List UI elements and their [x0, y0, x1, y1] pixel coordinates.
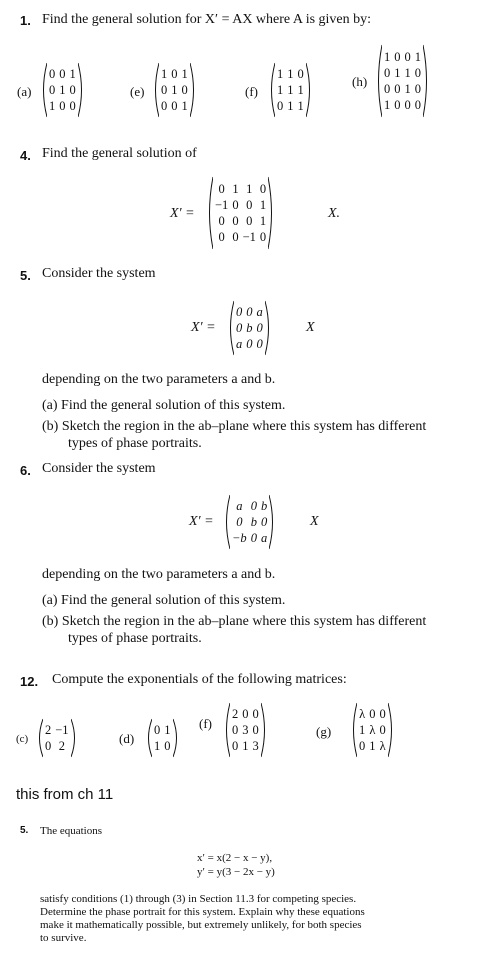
left-paren — [268, 62, 275, 118]
problem-6-number: 6. — [20, 463, 31, 478]
matrix-cell: 0 — [246, 337, 253, 351]
matrix-cell: 1 — [297, 83, 304, 97]
left-paren — [40, 62, 47, 118]
matrix-cell: 0 — [232, 230, 239, 244]
matrix-6 — [223, 494, 276, 550]
matrix-cell: 0 — [246, 214, 253, 228]
matrix-cell: 0 — [164, 739, 171, 753]
matrix-cell: 0 — [252, 723, 259, 737]
problem-5-part-b: (b) Sketch the region in the ab–plane where this system has different — [42, 419, 427, 434]
matrix-cell: 0 — [45, 739, 52, 753]
matrix-cell: 0 — [404, 50, 411, 64]
right-paren — [265, 300, 272, 356]
matrix-cell: 3 — [242, 723, 249, 737]
right-paren — [423, 44, 430, 118]
left-paren — [227, 300, 234, 356]
matrix-cell: 0 — [414, 82, 421, 96]
matrix-cell: 0 — [259, 230, 267, 244]
left-paren — [145, 718, 152, 758]
matrix-cell: 0 — [161, 99, 168, 113]
matrix-cell: 0 — [181, 83, 188, 97]
problem-6-text: Consider the system — [42, 461, 156, 476]
matrix-cell: 1 — [164, 723, 171, 737]
left-paren — [223, 494, 230, 550]
matrix-cell: 0 — [218, 182, 225, 196]
right-paren — [71, 718, 78, 758]
matrix-cell: λ — [379, 739, 386, 753]
right-paren — [173, 718, 180, 758]
matrix-cell: 1 — [277, 83, 284, 97]
matrix-grid — [234, 304, 265, 352]
right-paren — [388, 702, 395, 758]
matrix-cell: 1 — [181, 67, 188, 81]
problem-4-lhs: X′ = — [170, 206, 195, 221]
matrix-cell: 0 — [394, 98, 401, 112]
right-paren — [268, 176, 275, 250]
problem-6-lhs: X′ = — [189, 514, 214, 529]
matrix-cell: a — [236, 499, 243, 513]
problem-6-part-b: (b) Sketch the region in the ab–plane where this system has different — [42, 614, 427, 629]
matrix-cell: 1 — [154, 739, 161, 753]
matrix-4 — [206, 176, 275, 250]
problem-6-part-a: (a) Find the general solution of this system. — [42, 593, 286, 608]
matrix-grid — [43, 722, 71, 754]
matrix-cell: 0 — [232, 739, 239, 753]
matrix-cell: 0 — [171, 67, 178, 81]
matrix-cell: 0 — [384, 82, 391, 96]
matrix-cell: 0 — [242, 707, 249, 721]
matrix-cell: 0 — [297, 67, 304, 81]
matrix-cell: b — [260, 499, 268, 513]
matrix-cell: 0 — [69, 99, 76, 113]
matrix-1h — [375, 44, 430, 118]
problem-4-rhs: X. — [328, 206, 341, 221]
matrix-grid — [275, 66, 306, 114]
problem-4-text: Find the general solution of — [42, 146, 197, 161]
right-paren — [190, 62, 197, 118]
matrix-cell: 1 — [287, 83, 294, 97]
problem-6-part-b-cont: types of phase portraits. — [68, 631, 202, 646]
matrix-cell: −b — [232, 531, 247, 545]
matrix-cell: 1 — [49, 99, 56, 113]
matrix-grid — [382, 49, 423, 113]
matrix-cell: 0 — [154, 723, 161, 737]
problem-5-number: 5. — [20, 268, 31, 283]
problem-12-number: 12. — [20, 674, 39, 689]
matrix-cell: −1 — [55, 723, 69, 737]
matrix-12f — [223, 702, 268, 758]
matrix-cell: 1 — [69, 67, 76, 81]
matrix-cell: 1 — [259, 198, 267, 212]
matrix-cell: 0 — [394, 50, 401, 64]
matrix-cell: 1 — [287, 67, 294, 81]
matrix-cell: 1 — [181, 99, 188, 113]
ch11-para-line-4: to survive. — [40, 932, 87, 944]
matrix-cell: 0 — [59, 67, 66, 81]
right-paren — [261, 702, 268, 758]
matrix-cell: 0 — [69, 83, 76, 97]
ch11-problem-text: The equations — [40, 825, 103, 837]
left-paren — [375, 44, 382, 118]
matrix-cell: 0 — [250, 499, 257, 513]
left-paren — [152, 62, 159, 118]
matrix-cell: 0 — [246, 305, 253, 319]
matrix-cell: −1 — [215, 198, 229, 212]
matrix-1e — [152, 62, 197, 118]
left-paren — [36, 718, 43, 758]
matrix-cell: 1 — [171, 83, 178, 97]
matrix-cell: 1 — [404, 82, 411, 96]
matrix-cell: b — [246, 321, 253, 335]
matrix-cell: 0 — [369, 707, 376, 721]
matrix-cell: λ — [369, 723, 376, 737]
matrix-grid — [230, 706, 261, 754]
matrix-cell: 1 — [404, 66, 411, 80]
matrix-grid — [159, 66, 190, 114]
matrix-cell: 0 — [59, 99, 66, 113]
matrix-cell: 1 — [277, 67, 284, 81]
matrix-12c — [36, 718, 78, 758]
matrix-cell: 1 — [232, 182, 239, 196]
matrix-cell: 1 — [287, 99, 294, 113]
matrix-cell: 0 — [256, 321, 263, 335]
matrix-cell: −1 — [242, 230, 256, 244]
problem-4-number: 4. — [20, 148, 31, 163]
matrix-cell: 0 — [259, 182, 267, 196]
matrix-grid — [213, 181, 268, 245]
matrix-cell: 0 — [236, 321, 243, 335]
matrix-cell: 0 — [232, 214, 239, 228]
matrix-cell: 0 — [394, 82, 401, 96]
ch11-eq1: x′ = x(2 − x − y), — [197, 852, 273, 864]
label-1e: (e) — [130, 84, 145, 99]
matrix-cell: 0 — [236, 515, 243, 529]
problem-1-number: 1. — [20, 13, 31, 28]
label-12c: (c) — [16, 733, 29, 745]
matrix-cell: 1 — [297, 99, 304, 113]
matrix-cell: 1 — [384, 98, 391, 112]
matrix-12d — [145, 718, 180, 758]
matrix-cell: 2 — [45, 723, 52, 737]
matrix-cell: λ — [359, 707, 366, 721]
problem-5-depending: depending on the two parameters a and b. — [42, 372, 276, 387]
ch11-para-line-2: Determine the phase portrait for this system. Explain why these equations — [40, 906, 365, 918]
matrix-cell: 0 — [171, 99, 178, 113]
label-1a: (a) — [17, 84, 32, 99]
label-1h: (h) — [352, 74, 368, 89]
label-12f: (f) — [199, 716, 212, 731]
matrix-grid — [357, 706, 388, 754]
matrix-grid — [230, 498, 269, 546]
left-paren — [223, 702, 230, 758]
matrix-cell: 0 — [414, 66, 421, 80]
matrix-1a — [40, 62, 85, 118]
matrix-cell: 0 — [252, 707, 259, 721]
matrix-cell: 0 — [161, 83, 168, 97]
matrix-cell: 2 — [58, 739, 66, 753]
matrix-cell: 1 — [259, 214, 267, 228]
matrix-cell: 0 — [260, 515, 268, 529]
matrix-12g — [350, 702, 395, 758]
matrix-5 — [227, 300, 272, 356]
matrix-cell: 0 — [379, 723, 386, 737]
matrix-grid — [152, 722, 173, 754]
ch11-para-line-1: satisfy conditions (1) through (3) in Section 11.3 for competing species. — [40, 893, 357, 905]
right-paren — [78, 62, 85, 118]
matrix-cell: 3 — [252, 739, 259, 753]
matrix-cell: 1 — [384, 50, 391, 64]
right-paren — [269, 494, 276, 550]
matrix-cell: 0 — [404, 98, 411, 112]
label-12g: (g) — [316, 724, 332, 739]
matrix-cell: 0 — [256, 337, 263, 351]
matrix-cell: 0 — [218, 230, 225, 244]
matrix-cell: 0 — [379, 707, 386, 721]
problem-6-depending: depending on the two parameters a and b. — [42, 567, 276, 582]
matrix-cell: 0 — [49, 67, 56, 81]
ch11-problem-number: 5. — [20, 825, 29, 836]
matrix-cell: 1 — [246, 182, 253, 196]
matrix-cell: 0 — [218, 214, 225, 228]
matrix-1f — [268, 62, 313, 118]
problem-5-part-b-cont: types of phase portraits. — [68, 436, 202, 451]
matrix-cell: 0 — [49, 83, 56, 97]
ch11-eq2: y′ = y(3 − 2x − y) — [197, 866, 275, 878]
problem-12-text: Compute the exponentials of the following matrices: — [52, 672, 347, 687]
matrix-cell: 0 — [232, 723, 239, 737]
left-paren — [206, 176, 213, 250]
matrix-cell: 1 — [359, 723, 366, 737]
matrix-cell: b — [250, 515, 257, 529]
matrix-cell: 0 — [232, 198, 239, 212]
matrix-cell: a — [236, 337, 243, 351]
matrix-cell: 0 — [246, 198, 253, 212]
matrix-cell: 0 — [414, 98, 421, 112]
note-ch11: this from ch 11 — [16, 786, 114, 803]
matrix-cell: 1 — [59, 83, 66, 97]
problem-5-text: Consider the system — [42, 266, 156, 281]
problem-5-rhs: X — [306, 320, 315, 335]
label-1f: (f) — [245, 84, 258, 99]
matrix-cell: a — [260, 531, 268, 545]
matrix-cell: 0 — [359, 739, 366, 753]
matrix-cell: 2 — [232, 707, 239, 721]
problem-6-rhs: X — [310, 514, 319, 529]
matrix-grid — [47, 66, 78, 114]
label-12d: (d) — [119, 731, 135, 746]
matrix-cell: 0 — [384, 66, 391, 80]
matrix-cell: 0 — [236, 305, 243, 319]
ch11-para-line-3: make it mathematically possible, but extremely unlikely, for both species — [40, 919, 362, 931]
left-paren — [350, 702, 357, 758]
problem-5-lhs: X′ = — [191, 320, 216, 335]
matrix-cell: 1 — [414, 50, 421, 64]
problem-5-part-a: (a) Find the general solution of this system. — [42, 398, 286, 413]
matrix-cell: 1 — [161, 67, 168, 81]
matrix-cell: 1 — [394, 66, 401, 80]
matrix-cell: a — [256, 305, 263, 319]
matrix-cell: 1 — [369, 739, 376, 753]
right-paren — [306, 62, 313, 118]
matrix-cell: 0 — [277, 99, 284, 113]
matrix-cell: 0 — [250, 531, 257, 545]
matrix-cell: 1 — [242, 739, 249, 753]
problem-1-text: Find the general solution for X′ = AX where A is given by: — [42, 12, 372, 27]
